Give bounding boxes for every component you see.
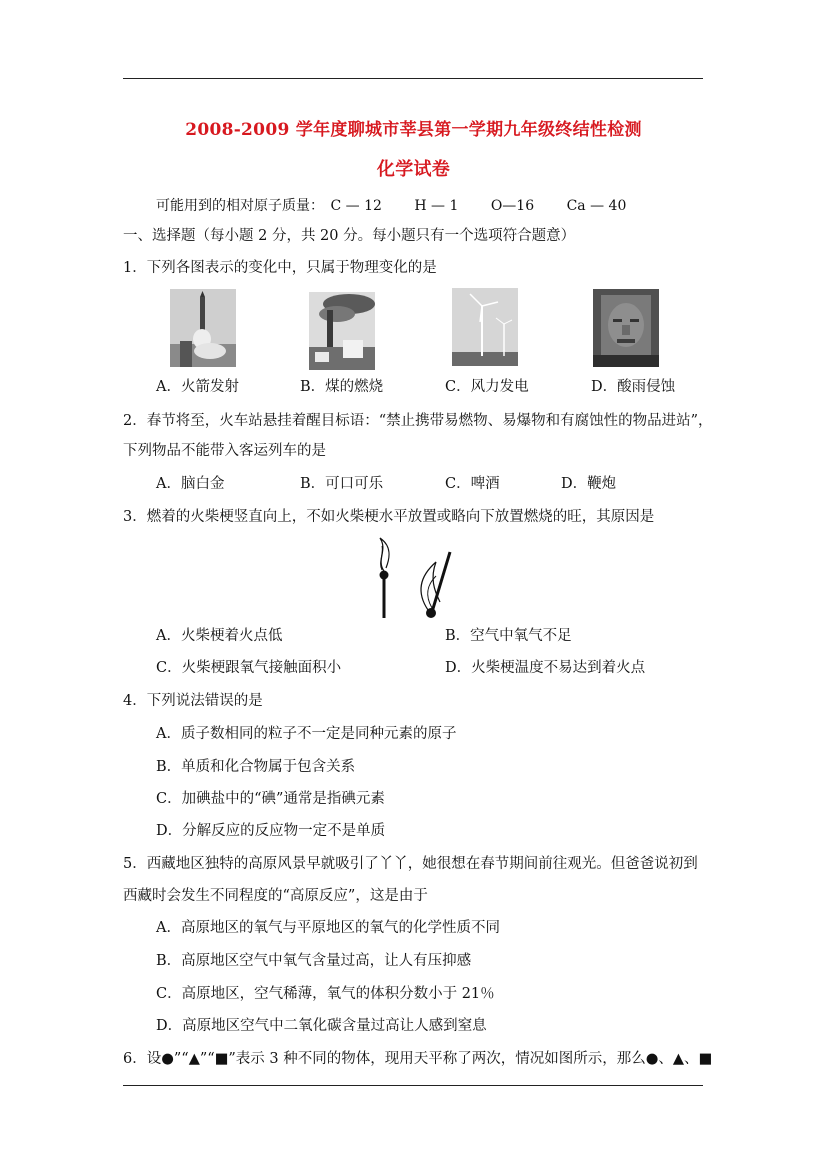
q4-option-a[interactable]: A．质子数相同的粒子不一定是同种元素的原子 (156, 726, 457, 742)
q1-option-a[interactable]: A．火箭发射 (156, 379, 239, 395)
coal-burning-photo (309, 292, 375, 370)
atomic-mass-line (156, 195, 626, 215)
q5-option-c[interactable]: C．高原地区，空气稀薄，氧气的体积分数小于 21％ (156, 986, 495, 1002)
q4-option-d[interactable]: D．分解反应的反应物一定不是单质 (156, 823, 386, 839)
q2-stem-line2: 下列物品不能带入客运列车的是 (123, 443, 326, 459)
q2-option-c[interactable]: C．啤酒 (445, 476, 500, 492)
exam-subtitle: 化学试卷 (376, 159, 451, 180)
q5-stem-line1: 5．西藏地区独特的高原风景早就吸引了丫丫，她很想在春节期间前往观光。但爸爸说初到 (123, 856, 698, 872)
rocket-launch-photo (170, 289, 236, 367)
q1-stem: 1．下列各图表示的变化中，只属于物理变化的是 (123, 260, 437, 276)
q4-option-c[interactable]: C．加碘盐中的“碘”通常是指碘元素 (156, 791, 385, 807)
atomic-mass-c: C — 12 (330, 198, 382, 214)
q5-option-d[interactable]: D．高原地区空气中二氧化碳含量过高让人感到窒息 (156, 1018, 487, 1034)
atomic-mass-h: H — 1 (414, 198, 459, 214)
acid-rain-statue-photo (593, 289, 659, 367)
atomic-mass-ca: Ca — 40 (566, 198, 627, 214)
q1-option-b[interactable]: B．煤的燃烧 (300, 379, 384, 395)
q2-stem-line1: 2．春节将至，火车站悬挂着醒目标语：“禁止携带易燃物、易爆物和有腐蚀性的物品进站”， (123, 413, 713, 429)
q6-stem: 6．设●”“▲”“■”表示 3 种不同的物体，现用天平称了两次，情况如图所示，那么●、▲、■ (123, 1051, 713, 1067)
q5-option-a[interactable]: A．高原地区的氧气与平原地区的氧气的化学性质不同 (156, 920, 500, 936)
footer-rule (123, 1085, 703, 1086)
q3-stem: 3．燃着的火柴梗竖直向上，不如火柴梗水平放置或略向下放置燃烧的旺，其原因是 (123, 509, 655, 525)
q1-option-d[interactable]: D．酸雨侵蚀 (591, 379, 676, 395)
q5-stem-line2: 西藏时会发生不同程度的“高原反应”，这是由于 (123, 888, 428, 904)
q2-option-b[interactable]: B．可口可乐 (300, 476, 384, 492)
section-heading: 一、选择题（每小题 2 分，共 20 分。每小题只有一个选项符合题意） (123, 228, 576, 244)
q2-option-a[interactable]: A．脑白金 (156, 476, 225, 492)
q3-option-a[interactable]: A．火柴梗着火点低 (156, 628, 283, 644)
q2-option-d[interactable]: D．鞭炮 (561, 476, 617, 492)
wind-power-photo (452, 288, 518, 366)
q4-option-b[interactable]: B．单质和化合物属于包含关系 (156, 759, 356, 775)
q3-option-b[interactable]: B．空气中氧气不足 (445, 628, 572, 644)
atomic-mass-o: O—16 (490, 198, 535, 214)
q3-option-d[interactable]: D．火柴梗温度不易达到着火点 (445, 660, 646, 676)
burning-matches-figure (370, 532, 460, 622)
atomic-mass-label: 可能用到的相对原子质量： (156, 198, 324, 214)
exam-title: 2008-2009 学年度聊城市莘县第一学期九年级终结性检测 (185, 120, 642, 140)
q1-option-c[interactable]: C．风力发电 (445, 379, 529, 395)
q4-stem: 4．下列说法错误的是 (123, 693, 263, 709)
header-rule (123, 78, 703, 79)
q3-option-c[interactable]: C．火柴梗跟氧气接触面积小 (156, 660, 342, 676)
q5-option-b[interactable]: B．高原地区空气中氧气含量过高，让人有压抑感 (156, 953, 472, 969)
